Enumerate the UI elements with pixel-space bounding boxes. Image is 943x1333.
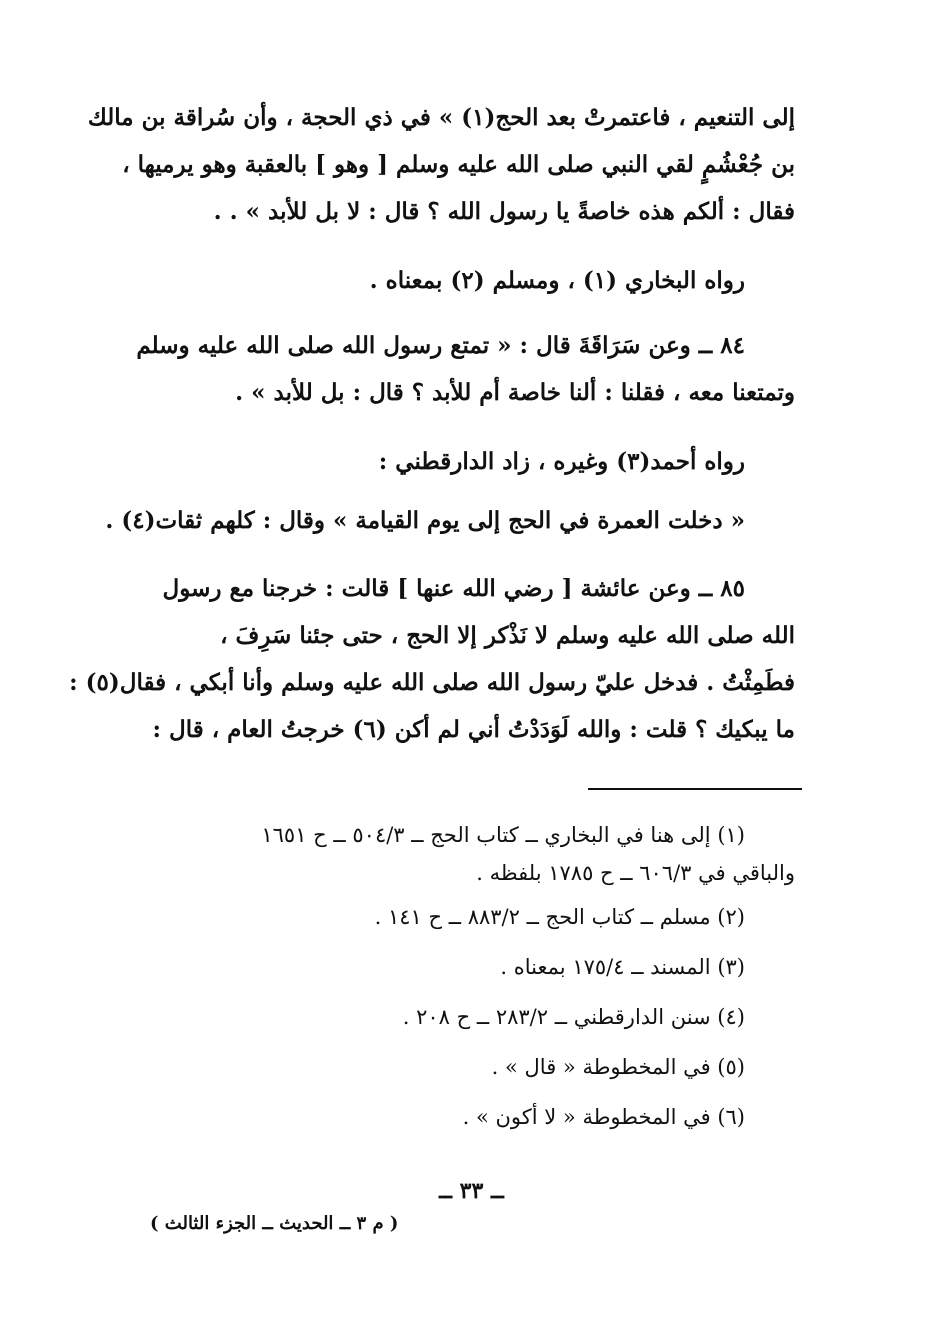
text-line: فقال : ألكم هذه خاصةً يا رسول الله ؟ قال : لا بل للأبد » . . <box>213 198 795 225</box>
text-line: الله صلى الله عليه وسلم لا نَذْكر إلا الحج ، حتى جئنا سَرِفَ ، <box>220 622 795 649</box>
text-line: فطَمِثْتُ . فدخل عليّ رسول الله صلى الله عليه وسلم وأنا أبكي ، فقال(٥) : <box>69 669 795 696</box>
footnote: (٣) المسند ــ ١٧٥/٤ بمعناه . <box>500 955 745 979</box>
text-line: وتمتعنا معه ، فقلنا : ألنا خاصة أم للأبد ؟ قال : بل للأبد » . <box>235 379 795 406</box>
footnote: (٦) في المخطوطة « لا أكون » . <box>462 1105 745 1129</box>
footnote: (٤) سنن الدارقطني ــ ٢٨٣/٢ ــ ح ٢٠٨ . <box>402 1005 745 1029</box>
footnote: (٢) مسلم ــ كتاب الحج ــ ٨٨٣/٢ ــ ح ١٤١ . <box>374 905 745 929</box>
hadith-85-paragraph <box>69 565 795 753</box>
text-line: ما يبكيك ؟ قلت : والله لَوَدَدْتُ أني لم أكن (٦) خرجتُ العام ، قال : <box>152 716 795 743</box>
text-line: بن جُعْشُمٍ لقي النبي صلى الله عليه وسلم [ وهو ] بالعقبة وهو يرميها ، <box>122 151 795 178</box>
narration-note <box>140 257 795 304</box>
footnote-divider <box>588 788 802 790</box>
text-line: إلى التنعيم ، فاعتمرتْ بعد الحج(١) » في ذي الحجة ، وأن سُراقة بن مالك <box>87 104 795 131</box>
text-line: رواه البخاري (١) ، ومسلم (٢) بمعناه . <box>369 267 745 294</box>
text-line: ٨٥ ــ وعن عائشة [ رضي الله عنها ] قالت : خرجنا مع رسول <box>162 575 745 602</box>
footnotes <box>140 810 795 1142</box>
page-number: ــ ٣٣ ــ <box>439 1178 504 1204</box>
hadith-84-paragraph <box>136 322 795 416</box>
text-line: رواه أحمد(٣) وغيره ، زاد الدارقطني : <box>378 448 745 475</box>
addition-paragraph <box>105 497 795 544</box>
footnote: (٥) في المخطوطة « قال » . <box>491 1055 745 1079</box>
printer-signature: ( م ٣ ــ الحديث ــ الجزء الثالث ) <box>150 1213 399 1234</box>
text-line: ٨٤ ــ وعن سَرَاقَةَ قال : « تمتع رسول الله صلى الله عليه وسلم <box>136 332 745 359</box>
footnote: والباقي في ٦٠٦/٣ ــ ح ١٧٨٥ بلفظه . <box>476 861 795 885</box>
continuation-paragraph <box>87 94 795 235</box>
text-line: « دخلت العمرة في الحج إلى يوم القيامة » وقال : كلهم ثقات(٤) . <box>105 507 745 534</box>
narration-note <box>140 438 795 485</box>
footnote: (١) إلى هنا في البخاري ــ كتاب الحج ــ ٥٠٤/٣ ــ ح ١٦٥١ <box>261 823 745 847</box>
